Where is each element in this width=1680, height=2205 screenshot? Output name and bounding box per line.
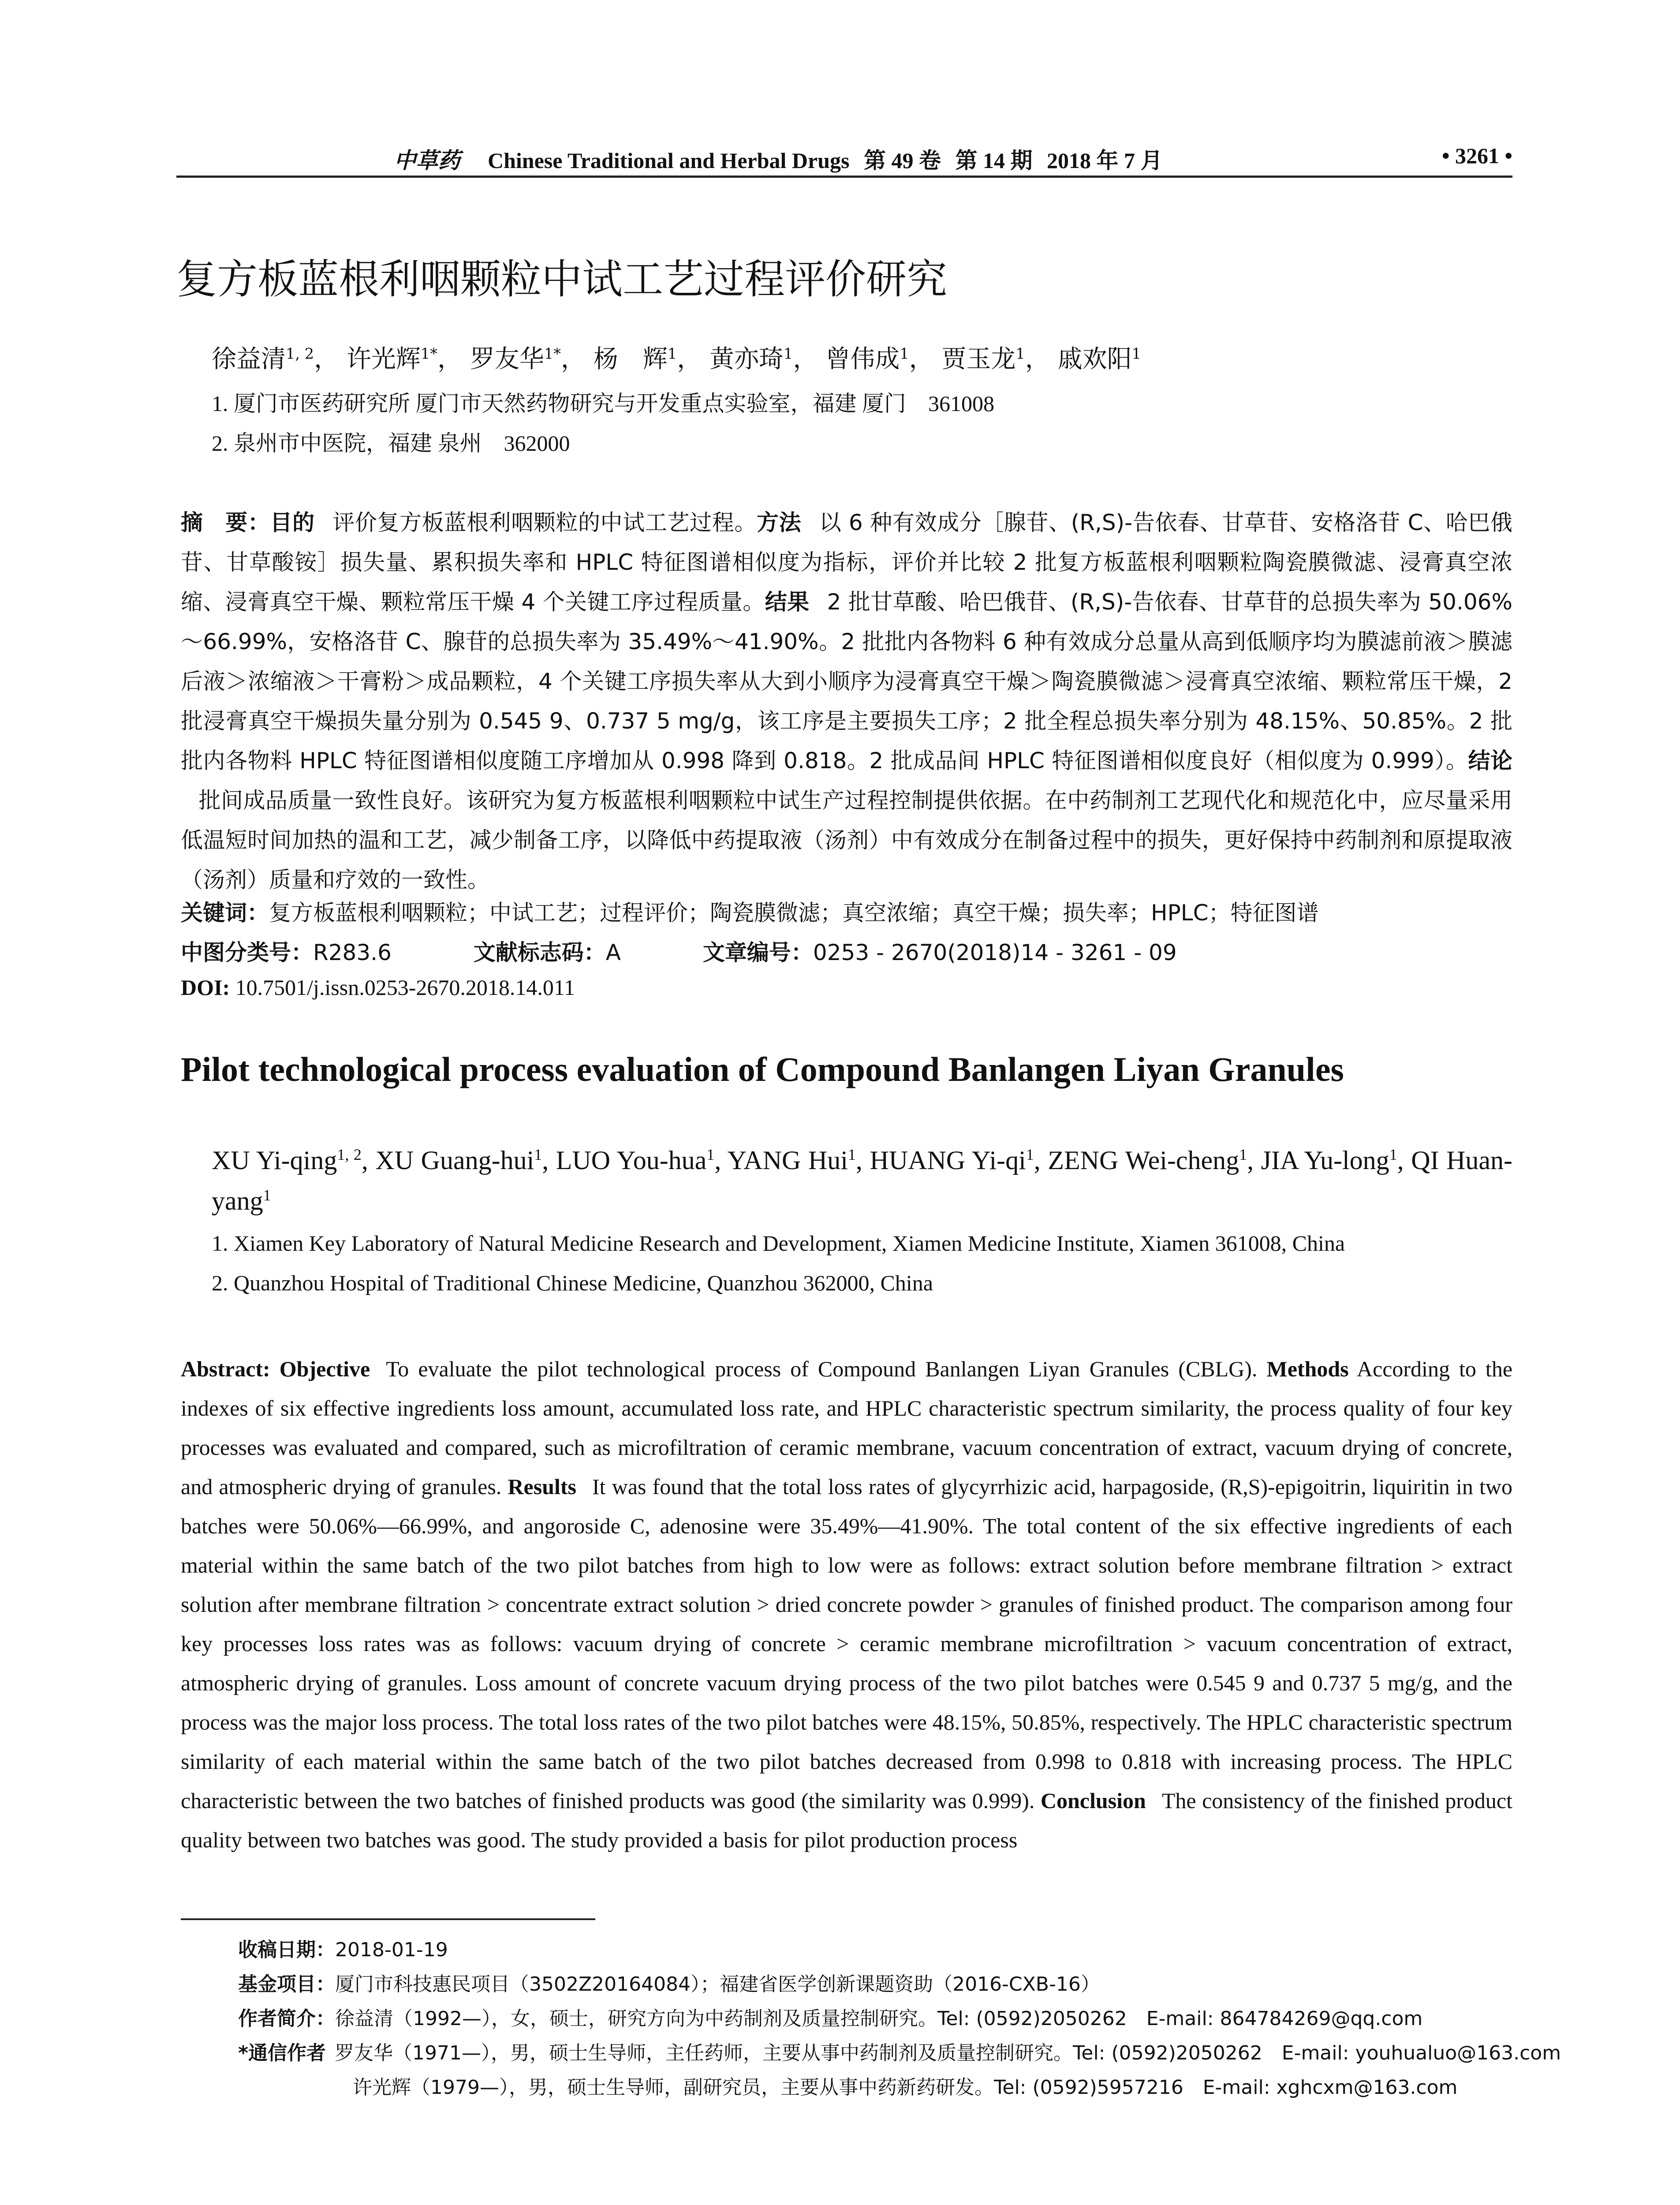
english-title: Pilot technological process evaluation of Compound Banlangen Liyan Granules — [181, 1050, 1344, 1088]
doi-link[interactable]: 10.7501/j.issn.0253-2670.2018.14.011 — [235, 975, 575, 1000]
chinese-author-list: 徐益清$^{1, 2}$， 许光辉$^{1*}$， 罗友华$^{1*}$， 杨 辉$^1$， 黄亦琦$^1$， 曾伟成$^1$， 贾玉龙$^1$， 戚欢阳$^1$ — [212, 345, 1141, 374]
footnote-funding: 基金项目：厦门市科技惠民项目（3502Z20164084）；福建省医学创新课题资助（2016-CXB-16） — [238, 1973, 1100, 1996]
chinese-title: 复方板蓝根利咽颗粒中试工艺过程评价研究 — [176, 256, 948, 303]
chinese-affiliation: 2. 泉州市中医院，福建 泉州 362000 — [212, 431, 570, 456]
author: 曾伟成$^1$ — [825, 345, 909, 374]
objective-label: 目的 — [270, 510, 315, 535]
conclusion-text: The consistency of the finished product quality between two batches was good. The study provided a basis for pilot production process — [181, 1788, 1512, 1852]
english-affiliation: 2. Quanzhou Hospital of Traditional Chinese Medicine, Quanzhou 362000, China — [212, 1271, 933, 1295]
keywords-text: 复方板蓝根利咽颗粒；中试工艺；过程评价；陶瓷膜微滤；真空浓缩；真空干燥；损失率；HPLC；特征图谱 — [269, 900, 1319, 926]
english-affiliation: 1. Xiamen Key Laboratory of Natural Medicine Research and Development, Xiamen Medicine Institute, Xiamen 361008, China — [212, 1231, 1345, 1256]
journal-name-en: Chinese Traditional and Herbal Drugs — [488, 148, 850, 173]
author: XU Guang-hui$^1$ — [375, 1146, 542, 1175]
chinese-abstract — [181, 503, 1512, 900]
doc-code-item: 文献标志码：A — [473, 940, 621, 965]
journal-name-cn: 中草药 — [394, 148, 460, 173]
article-number-item: 文章编号：0253 - 2670(2018)14 - 3261 - 09 — [702, 940, 1177, 965]
author: XU Yi-qing$^{1, 2}$ — [212, 1146, 362, 1175]
classification-line — [181, 935, 1252, 967]
english-abstract — [181, 1349, 1512, 1860]
methods-text: 以 6 种有效成分［腺苷、(R,S)-告依春、甘草苷、安格洛苷 C、哈巴俄苷、甘草酸铵］损失量、累积损失率和 HPLC 特征图谱相似度为指标，评价并比较 2 批复方板蓝根利咽颗粒陶瓷膜微滤、浸膏真空浓缩、浸膏真空干燥、颗粒常压干燥 4 个关键工序过程质量。 — [181, 510, 1513, 615]
footnote-rule — [181, 1918, 595, 1920]
clc-item: 中图分类号：R283.6 — [181, 940, 392, 965]
author: 黄亦琦$^1$ — [709, 345, 793, 374]
results-text: 2 批甘草酸、哈巴俄苷、(R,S)-告依春、甘草苷的总损失率为 50.06%～66.99%，安格洛苷 C、腺苷的总损失率为 35.49%～41.90%。2 批批内各物料 6 种有效成分总量从高到低顺序均为膜滤前液＞膜滤后液＞浓缩液＞干膏粉＞成品颗粒，4 个关键工序损失率从大到小顺序为浸膏真空干燥＞陶瓷膜微滤＞浸膏真空浓缩、颗粒常压干燥，2 批浸膏真空干燥损失量分别为 0.545 9、0.737 5 mg/g，该工序是主要损失工序；2 批全程总损失率分别为 48.15%、50.85%。2 批批内各物料 HPLC 特征图谱相似度随工序增加从 0.998 降到 0.818。2 批成品间 HPLC 特征图谱相似度良好（相似度为 0.999）。 — [181, 589, 1512, 774]
author: 罗友华$^{1*}$ — [470, 345, 561, 374]
footnote-received: 收稿日期：2018-01-19 — [238, 1939, 448, 1961]
results-label: 结果 — [765, 589, 810, 615]
author: 戚欢阳$^1$ — [1057, 345, 1141, 374]
objective-text: 评价复方板蓝根利咽颗粒的中试工艺过程。 — [332, 510, 757, 535]
conclusion-label: 结论 — [1468, 748, 1512, 774]
results-label: Results — [508, 1474, 577, 1499]
journal-volume: 第 49 卷 — [863, 148, 941, 173]
keywords-line — [181, 895, 1319, 927]
author: 许光辉$^{1*}$ — [346, 345, 438, 374]
methods-label: Methods — [1266, 1357, 1349, 1381]
keywords-label: 关键词： — [181, 900, 269, 926]
author: ZENG Wei-cheng$^1$ — [1048, 1146, 1247, 1175]
author: QI Huan-yang$^1$ — [212, 1146, 1513, 1215]
running-header — [176, 140, 1512, 178]
journal-issue: 第 14 期 — [955, 148, 1033, 173]
author: LUO You-hua$^1$ — [556, 1146, 715, 1175]
objective-label: Objective — [279, 1357, 370, 1381]
page-number: • 3261 • — [1441, 143, 1512, 168]
abstract-label: Abstract: — [181, 1357, 270, 1381]
author: 杨 辉$^1$ — [593, 345, 677, 374]
author: 贾玉龙$^1$ — [941, 345, 1025, 374]
objective-text: To evaluate the pilot technological process of Compound Banlangen Liyan Granules (CBLG). — [386, 1357, 1258, 1381]
author: 徐益清$^{1, 2}$ — [212, 345, 314, 374]
chinese-affiliation: 1. 厦门市医药研究所 厦门市天然药物研究与开发重点实验室，福建 厦门 361008 — [212, 391, 994, 416]
header-journal-line — [176, 143, 1380, 175]
methods-text: According to the indexes of six effective ingredients loss amount, accumulated loss rate, and HPLC characteristic spectrum similarity, the process quality of four key processes was evaluated and compared, such as microfiltration of ceramic membrane, vacuum concentration of extract, vacuum drying of concrete, and atmospheric drying of granules. — [181, 1357, 1513, 1499]
methods-label: 方法 — [756, 510, 802, 535]
doi-label: DOI: — [181, 975, 230, 1000]
footnote-corresponding-author-2: 许光辉（1979—），男，硕士生导师，副研究员，主要从事中药新药研发。Tel: (0592)5957216 E-mail: xghcxm@163.com — [353, 2076, 1458, 2099]
footnote-corresponding-author: *通信作者 罗友华（1971—），男，硕士生导师，主任药师，主要从事中药制剂及质量控制研究。Tel: (0592)2050262 E-mail: youhualuo@163.com — [238, 2042, 1561, 2064]
author: YANG Hui$^1$ — [727, 1146, 856, 1175]
author: HUANG $Yi-qi^1$ — [870, 1146, 1034, 1175]
results-text: It was found that the total loss rates of glycyrrhizic acid, harpagoside, (R,S)-epigoitrin, liquiritin in two batches were 50.06%—66.99%, and angoroside C, adenosine were 35.49%—41.90%. The total content of the six effective ingredients of each material within the same batch of the two pilot batches from high to low were as follows: extract solution before membrane filtration > extract solution after membrane filtration > concentrate extract solution > dried concrete powder > granules of finished product. The comparison among four key processes loss rates was as follows: vacuum drying of concrete > ceramic membrane microfiltration > vacuum concentration of extract, atmospheric drying of granules. Loss amount of concrete vacuum drying process of the two pilot batches were 0.545 9 and 0.737 5 mg/g, and the process was the major loss process. The total loss rates of the two pilot batches were 48.15%, 50.85%, respectively. The HPLC characteristic spectrum similarity of each material within the same batch of the two pilot batches decreased from 0.998 to 0.818 with increasing process. The HPLC characteristic between the two batches of finished products was good (the similarity was 0.999). — [181, 1474, 1512, 1813]
footnote-author-bio: 作者简介：徐益清（1992—），女，硕士，研究方向为中药制剂及质量控制研究。Tel: (0592)2050262 E-mail: 864784269@qq.com — [238, 2007, 1423, 2030]
conclusion-label: Conclusion — [1040, 1788, 1146, 1813]
abstract-label: 摘 要： — [181, 510, 270, 535]
doi-line — [181, 975, 575, 1000]
journal-date: 2018 年 7 月 — [1046, 148, 1163, 173]
conclusion-text: 批间成品质量一致性良好。该研究为复方板蓝根利咽颗粒中试生产过程控制提供依据。在中药制剂工艺现代化和规范化中，应尽量采用低温短时间加热的温和工艺，减少制备工序，以降低中药提取液（汤剂）中有效成分在制备过程中的损失，更好保持中药制剂和原提取液（汤剂）质量和疗效的一致性。 — [181, 788, 1512, 893]
english-author-list: XU Yi-qing$^{1, 2}$, XU Guang-hui$^1$, LUO You-hua$^1$, YANG Hui$^1$, HUANG $Yi-qi^1$, ZENG Wei-cheng$^1$, JIA Yu-long$^1$, QI Huan-yang$^1$ — [212, 1146, 1513, 1215]
author: JIA Yu-long$^1$ — [1261, 1146, 1397, 1175]
